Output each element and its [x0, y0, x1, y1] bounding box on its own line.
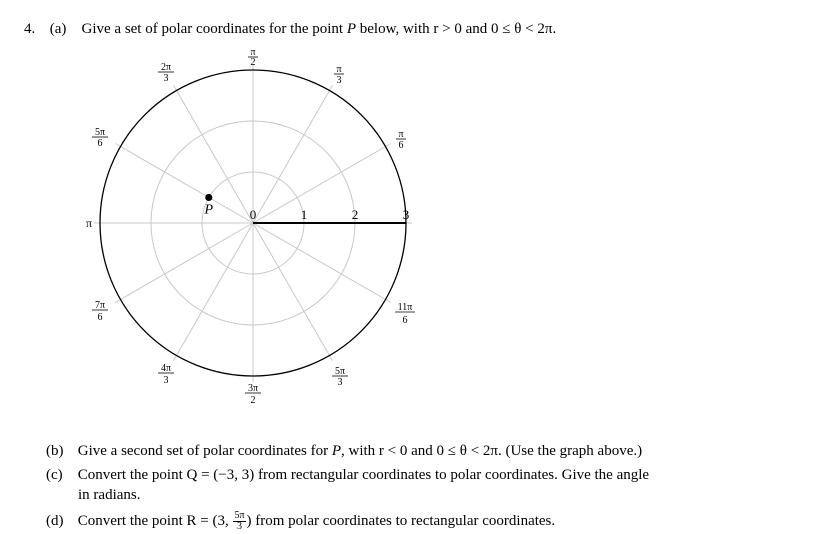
- part-a-text-mid: below, with: [359, 21, 434, 37]
- question-b-line: [46, 442, 642, 460]
- polar-graph: [75, 40, 435, 410]
- angle-label-pi-over-6: [396, 129, 406, 151]
- svg-text:11π: 11π: [397, 302, 413, 313]
- part-c-label: (c): [46, 467, 63, 483]
- svg-text:3: 3: [337, 377, 343, 388]
- svg-text:π: π: [336, 64, 342, 75]
- radial-label-1: 1: [300, 207, 308, 222]
- part-b-condition: , with r < 0 and 0 ≤ θ < 2π. (Use the graph above.): [341, 443, 643, 459]
- angle-label-7pi-over-6: [92, 300, 108, 323]
- svg-text:6: 6: [97, 312, 103, 323]
- point-p-dot: [205, 194, 212, 201]
- svg-text:7π: 7π: [94, 300, 106, 311]
- svg-text:3π: 3π: [247, 383, 259, 394]
- svg-text:3: 3: [336, 75, 342, 86]
- svg-text:6: 6: [398, 140, 404, 151]
- part-a-condition: r > 0 and 0 ≤ θ < 2π.: [433, 21, 557, 37]
- angle-label-pi-over-3: [334, 64, 344, 86]
- angle-label-pi: π: [85, 216, 93, 230]
- angle-label-3pi-over-2: [245, 383, 261, 406]
- angle-label-pi-over-2: [248, 47, 258, 68]
- svg-text:6: 6: [97, 138, 103, 149]
- svg-text:π: π: [398, 129, 404, 140]
- svg-text:4π: 4π: [160, 363, 172, 374]
- question-d-line: [46, 511, 555, 532]
- svg-text:6: 6: [402, 315, 408, 326]
- part-b-label: (b): [46, 443, 64, 459]
- svg-text:2: 2: [250, 395, 256, 406]
- angle-grid-line: [115, 223, 253, 303]
- part-c-text-line2: in radians.: [78, 487, 141, 503]
- angle-label-5pi-over-6: [92, 127, 108, 149]
- radial-label-0: 0: [249, 207, 257, 222]
- svg-text:3: 3: [163, 375, 169, 386]
- part-b-text: Give a second set of polar coordinates for: [77, 443, 332, 459]
- svg-text:2π: 2π: [160, 62, 172, 73]
- part-a-text-before: Give a set of polar coordinates for the point: [81, 21, 347, 37]
- svg-text:2: 2: [250, 57, 256, 68]
- angle-label-4pi-over-3: [158, 363, 174, 386]
- part-a-label: (a): [49, 21, 67, 37]
- angle-grid-line: [174, 223, 254, 361]
- svg-text:5π: 5π: [334, 366, 346, 377]
- part-b-var-p: P: [331, 443, 341, 459]
- part-d-text-before: Convert the point R = (3,: [77, 512, 233, 529]
- part-c-text-line1: Convert the point Q = (−3, 3) from rectangular coordinates to polar coordinates. Give the angle: [77, 467, 650, 483]
- radial-label-3: 3: [402, 207, 410, 222]
- svg-text:π: π: [250, 47, 256, 58]
- question-number: 4.: [24, 21, 36, 37]
- part-d-frac-den: 3: [236, 521, 242, 532]
- part-a-var-p: P: [346, 21, 357, 37]
- angle-grid-line: [174, 85, 254, 223]
- part-d-label: (d): [46, 512, 64, 529]
- radial-label-2: 2: [351, 207, 359, 222]
- svg-text:3: 3: [163, 73, 169, 84]
- angle-label-11pi-over-6: [395, 302, 415, 326]
- angle-grid-line: [253, 223, 391, 303]
- part-d-fraction: [233, 511, 245, 532]
- part-d-text-after: ) from polar coordinates to rectangular coordinates.: [246, 512, 556, 529]
- part-d-frac-num: 5π: [234, 510, 245, 521]
- angle-grid-line: [115, 144, 253, 224]
- question-c-line-2: [78, 486, 140, 504]
- angle-label-5pi-over-3: [332, 366, 348, 388]
- angle-label-2pi-over-3: [158, 62, 174, 84]
- point-p-label: P: [204, 202, 214, 218]
- question-a-line: [24, 20, 556, 38]
- question-c-line-1: [46, 466, 649, 484]
- angle-grid-line: [253, 144, 391, 224]
- svg-text:5π: 5π: [94, 127, 106, 138]
- angle-grid-line: [253, 85, 333, 223]
- angle-grid-line: [253, 223, 333, 361]
